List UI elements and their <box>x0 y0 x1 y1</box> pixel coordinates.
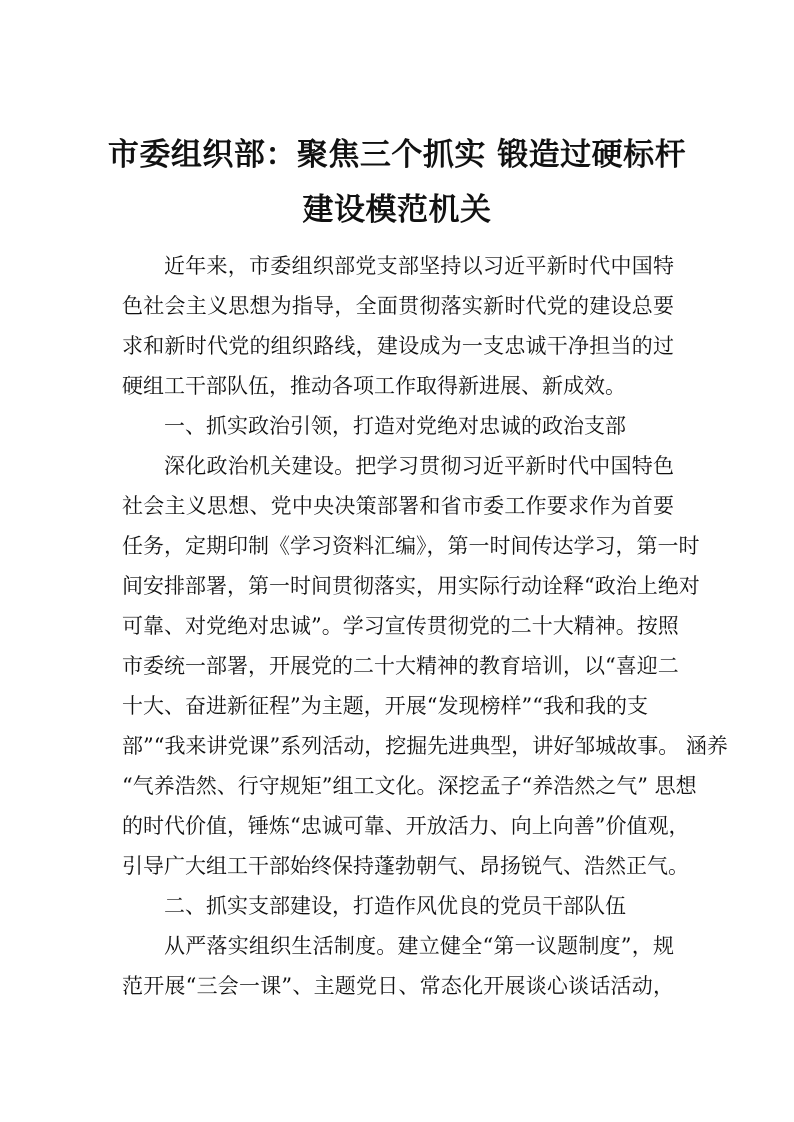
text-line: 从严落实组织生活制度。建立健全“第一议题制度”，规 <box>164 934 674 958</box>
document-title-line-1: 市委组织部：聚焦三个抓实 锻造过硬标杆 <box>107 137 687 173</box>
text-line: 硬组工干部队伍，推动各项工作取得新进展、新成效。 <box>122 374 626 398</box>
text-line: “气养浩然、行守规矩”组工文化。深挖孟子“养浩然之气” 思想 <box>122 774 697 798</box>
text-line: 色社会主义思想为指导，全面贯彻落实新时代党的建设总要 <box>122 294 674 318</box>
text-line: 间安排部署，第一时间贯彻落实，用实际行动诠释“政治上绝对 <box>122 574 700 598</box>
text-line: 一、抓实政治引领，打造对党绝对忠诚的政治支部 <box>164 414 626 438</box>
document-title-line-2: 建设模范机关 <box>302 192 492 228</box>
text-line: 部”“我来讲党课”系列活动，挖掘先进典型，讲好邹城故事。 涵养 <box>122 734 728 758</box>
text-line: 二、抓实支部建设，打造作风优良的党员干部队伍 <box>164 894 626 918</box>
text-line: 十大、奋进新征程”为主题，开展“发现榜样”“我和我的支 <box>122 694 648 718</box>
text-line: 范开展“三会一课”、主题党日、常态化开展谈心谈话活动， <box>122 974 674 998</box>
text-line: 可靠、对党绝对忠诚”。学习宣传贯彻党的二十大精神。按照 <box>122 614 679 638</box>
text-line: 市委统一部署，开展党的二十大精神的教育培训，以“喜迎二 <box>122 654 679 678</box>
text-line: 的时代价值，锤炼“忠诚可靠、开放活力、向上向善”价值观， <box>122 814 690 838</box>
text-line: 社会主义思想、党中央决策部署和省市委工作要求作为首要 <box>122 494 674 518</box>
text-line: 引导广大组工干部始终保持蓬勃朝气、昂扬锐气、浩然正气。 <box>122 854 689 878</box>
text-line: 任务，定期印制《学习资料汇编》，第一时间传达学习，第一时 <box>122 534 700 558</box>
text-line: 深化政治机关建设。把学习贯彻习近平新时代中国特色 <box>164 454 674 478</box>
document-body <box>122 246 728 1006</box>
text-line: 近年来，市委组织部党支部坚持以习近平新时代中国特 <box>164 254 674 278</box>
text-line: 求和新时代党的组织路线，建设成为一支忠诚干净担当的过 <box>122 334 674 358</box>
